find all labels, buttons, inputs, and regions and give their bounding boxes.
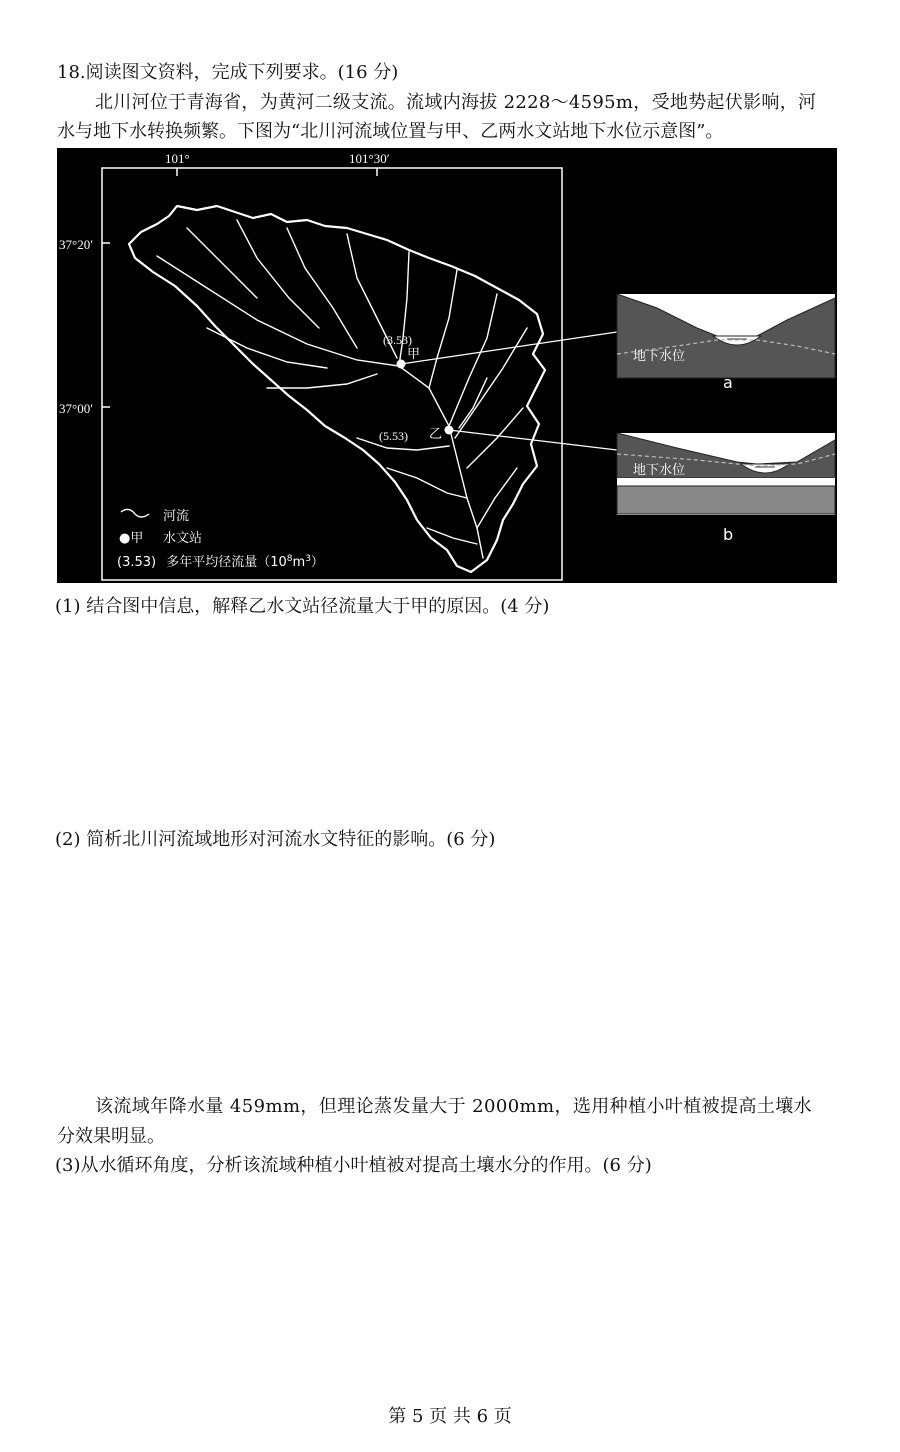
question-1: (1) 结合图中信息，解释乙水文站径流量大于甲的原因。(4 分)	[55, 596, 550, 617]
para2-line-2: 分效果明显。	[57, 1126, 165, 1147]
map-figure	[57, 148, 837, 583]
station-jia-flow: (3.53)	[383, 333, 412, 347]
legend-flow-sup: 3	[305, 554, 311, 564]
legend-flow-symbol: (3.53)	[117, 555, 157, 570]
river-trib-8	[455, 328, 527, 438]
legend-flow-exp: 8	[286, 554, 293, 564]
legend-river-label: 河流	[163, 509, 190, 524]
map-svg	[57, 148, 837, 583]
lon-label-101-30: 101°30′	[349, 151, 390, 166]
profile-b	[617, 433, 835, 544]
profile-b-bedrock	[617, 486, 835, 514]
profile-b-label: b	[723, 525, 734, 544]
river-trib-10	[387, 468, 467, 498]
legend-flow-text: 多年平均径流量（10	[166, 555, 287, 570]
river-network	[157, 220, 527, 558]
river-trib-7	[449, 294, 497, 426]
question-3: (3)从水循环角度，分析该流域种植小叶植被对提高土壤水分的作用。(6 分)	[55, 1155, 652, 1176]
river-main	[157, 256, 483, 558]
intro-line-1: 北川河位于青海省，为黄河二级支流。流域内海拔 2228～4595m，受地势起伏影响，河	[95, 92, 817, 113]
legend-flow-close: ）	[310, 555, 324, 570]
station-yi-name: 乙	[429, 427, 443, 442]
river-trib-3	[287, 228, 357, 348]
intro-line-2: 水与地下水转换频繁。下图为“北川河流域位置与甲、乙两水文站地下水位示意图”。	[57, 121, 724, 142]
river-trib-2	[237, 220, 319, 328]
profile-b-gap	[617, 478, 835, 482]
question-heading: 18.阅读图文资料，完成下列要求。(16 分)	[57, 62, 399, 83]
legend-flow-unit: m	[292, 555, 306, 570]
station-yi-flow: (5.53)	[379, 429, 408, 443]
page-footer: 第 5 页 共 6 页	[388, 1406, 512, 1427]
legend	[117, 508, 324, 570]
legend-station-symbol: ●甲	[119, 531, 144, 546]
river-trib-15	[267, 374, 377, 388]
legend-river-symbol	[121, 509, 149, 517]
lat-label-37-00: 37°00′	[59, 401, 94, 416]
profile-a-label: a	[723, 373, 733, 392]
station-jia-name: 甲	[407, 347, 421, 362]
lat-label-37-20: 37°20′	[59, 237, 94, 252]
para2-line-1: 该流域年降水量 459mm，但理论蒸发量大于 2000mm，选用种植小叶植被提高土壤水	[95, 1096, 813, 1117]
profile-a	[617, 294, 835, 392]
river-trib-6	[429, 270, 457, 388]
connector-b	[449, 430, 617, 450]
river-trib-16	[459, 378, 487, 428]
profile-b-water-table-label: 地下水位	[633, 463, 686, 478]
question-2: (2) 简析北川河流域地形对河流水文特征的影响。(6 分)	[55, 829, 496, 850]
river-trib-12	[477, 468, 517, 528]
legend-flow-row	[117, 554, 324, 570]
legend-station-label: 水文站	[163, 531, 203, 546]
profile-a-water-table-label: 地下水位	[633, 349, 686, 364]
river-trib-14	[207, 328, 327, 368]
lon-label-101: 101°	[165, 151, 190, 166]
